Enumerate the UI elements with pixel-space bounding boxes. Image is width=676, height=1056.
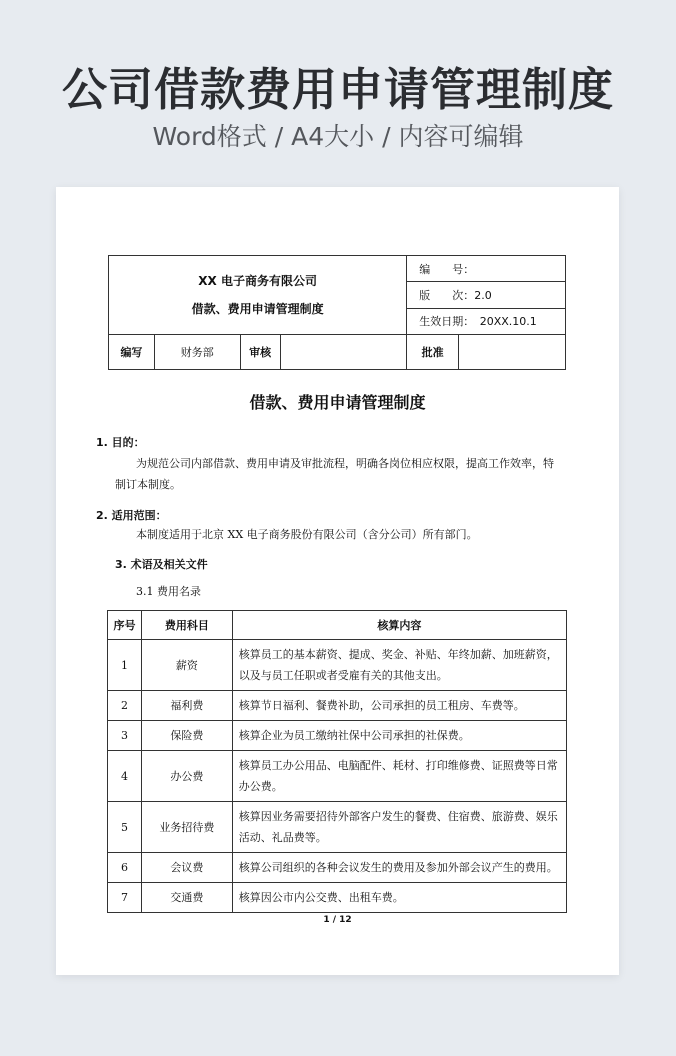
row-no: 2 [108, 691, 142, 721]
review-label: 审核 [240, 335, 280, 370]
row-item: 保险费 [141, 721, 232, 751]
row-no: 3 [108, 721, 142, 751]
writer-label: 编写 [109, 335, 155, 370]
page-number: 1 / 12 [323, 915, 352, 925]
fee-catalog-table [107, 610, 567, 913]
row-desc: 核算员工的基本薪资、提成、奖金、补贴、年终加薪、加班薪资，以及与员工任职或者受雇有关的其他支出。 [232, 640, 566, 691]
table-row [108, 721, 567, 751]
row-desc: 核算员工办公用品、电脑配件、耗材、打印维修费、证照费等日常办公费。 [232, 751, 566, 802]
row-item: 办公费 [141, 751, 232, 802]
col-header-desc: 核算内容 [232, 611, 566, 640]
section-3-heading: 3. 术语及相关文件 [115, 558, 208, 571]
row-no: 5 [108, 802, 142, 853]
row-item: 福利费 [141, 691, 232, 721]
doc-number-field: 编 号： [407, 256, 566, 282]
table-row [108, 853, 567, 883]
doc-effective-date-field: 生效日期： 20XX.10.1 [407, 308, 566, 334]
fee-table-header [108, 611, 567, 640]
row-item: 交通费 [141, 883, 232, 913]
writer-value: 财务部 [154, 335, 240, 370]
banner-subtitle: Word格式 / A4大小 / 内容可编辑 [152, 122, 524, 151]
doc-version-field: 版 次：2.0 [407, 282, 566, 308]
review-value [280, 335, 407, 370]
row-desc: 核算因业务需要招待外部客户发生的餐费、住宿费、旅游费、娱乐活动、礼品费等。 [232, 802, 566, 853]
document-header-table [108, 255, 566, 370]
row-item: 业务招待费 [141, 802, 232, 853]
company-name: XX 电子商务有限公司 [198, 274, 317, 288]
table-row [108, 640, 567, 691]
row-no: 6 [108, 853, 142, 883]
row-desc: 核算企业为员工缴纳社保中公司承担的社保费。 [232, 721, 566, 751]
header-doc-name: 借款、费用申请管理制度 [191, 302, 324, 316]
section-1-line-2: 制订本制度。 [115, 478, 181, 491]
table-row [108, 691, 567, 721]
col-header-item: 费用科目 [141, 611, 232, 640]
section-2-heading: 2. 适用范围： [96, 509, 167, 522]
table-row [108, 751, 567, 802]
document-title: 借款、费用申请管理制度 [249, 393, 426, 412]
row-desc: 核算公司组织的各种会议发生的费用及参加外部会议产生的费用。 [232, 853, 566, 883]
approve-label: 批准 [407, 335, 459, 370]
row-desc: 核算节日福利、餐费补助，公司承担的员工租房、车费等。 [232, 691, 566, 721]
table-row [108, 883, 567, 913]
row-item: 薪资 [141, 640, 232, 691]
row-desc: 核算因公市内公交费、出租车费。 [232, 883, 566, 913]
row-no: 1 [108, 640, 142, 691]
row-item: 会议费 [141, 853, 232, 883]
section-3-1-heading: 3.1 费用名录 [136, 585, 201, 598]
header-company-cell [109, 256, 407, 335]
banner-title: 公司借款费用申请管理制度 [61, 63, 614, 116]
section-1-heading: 1. 目的： [96, 436, 145, 449]
row-no: 4 [108, 751, 142, 802]
approve-value [459, 335, 566, 370]
table-row [108, 802, 567, 853]
section-1-line-1: 为规范公司内部借款、费用申请及审批流程，明确各岗位相应权限，提高工作效率，特 [136, 457, 554, 470]
document-page [56, 187, 619, 975]
row-no: 7 [108, 883, 142, 913]
col-header-no: 序号 [108, 611, 142, 640]
section-2-text: 本制度适用于北京 XX 电子商务股份有限公司（含分公司）所有部门。 [136, 528, 478, 541]
